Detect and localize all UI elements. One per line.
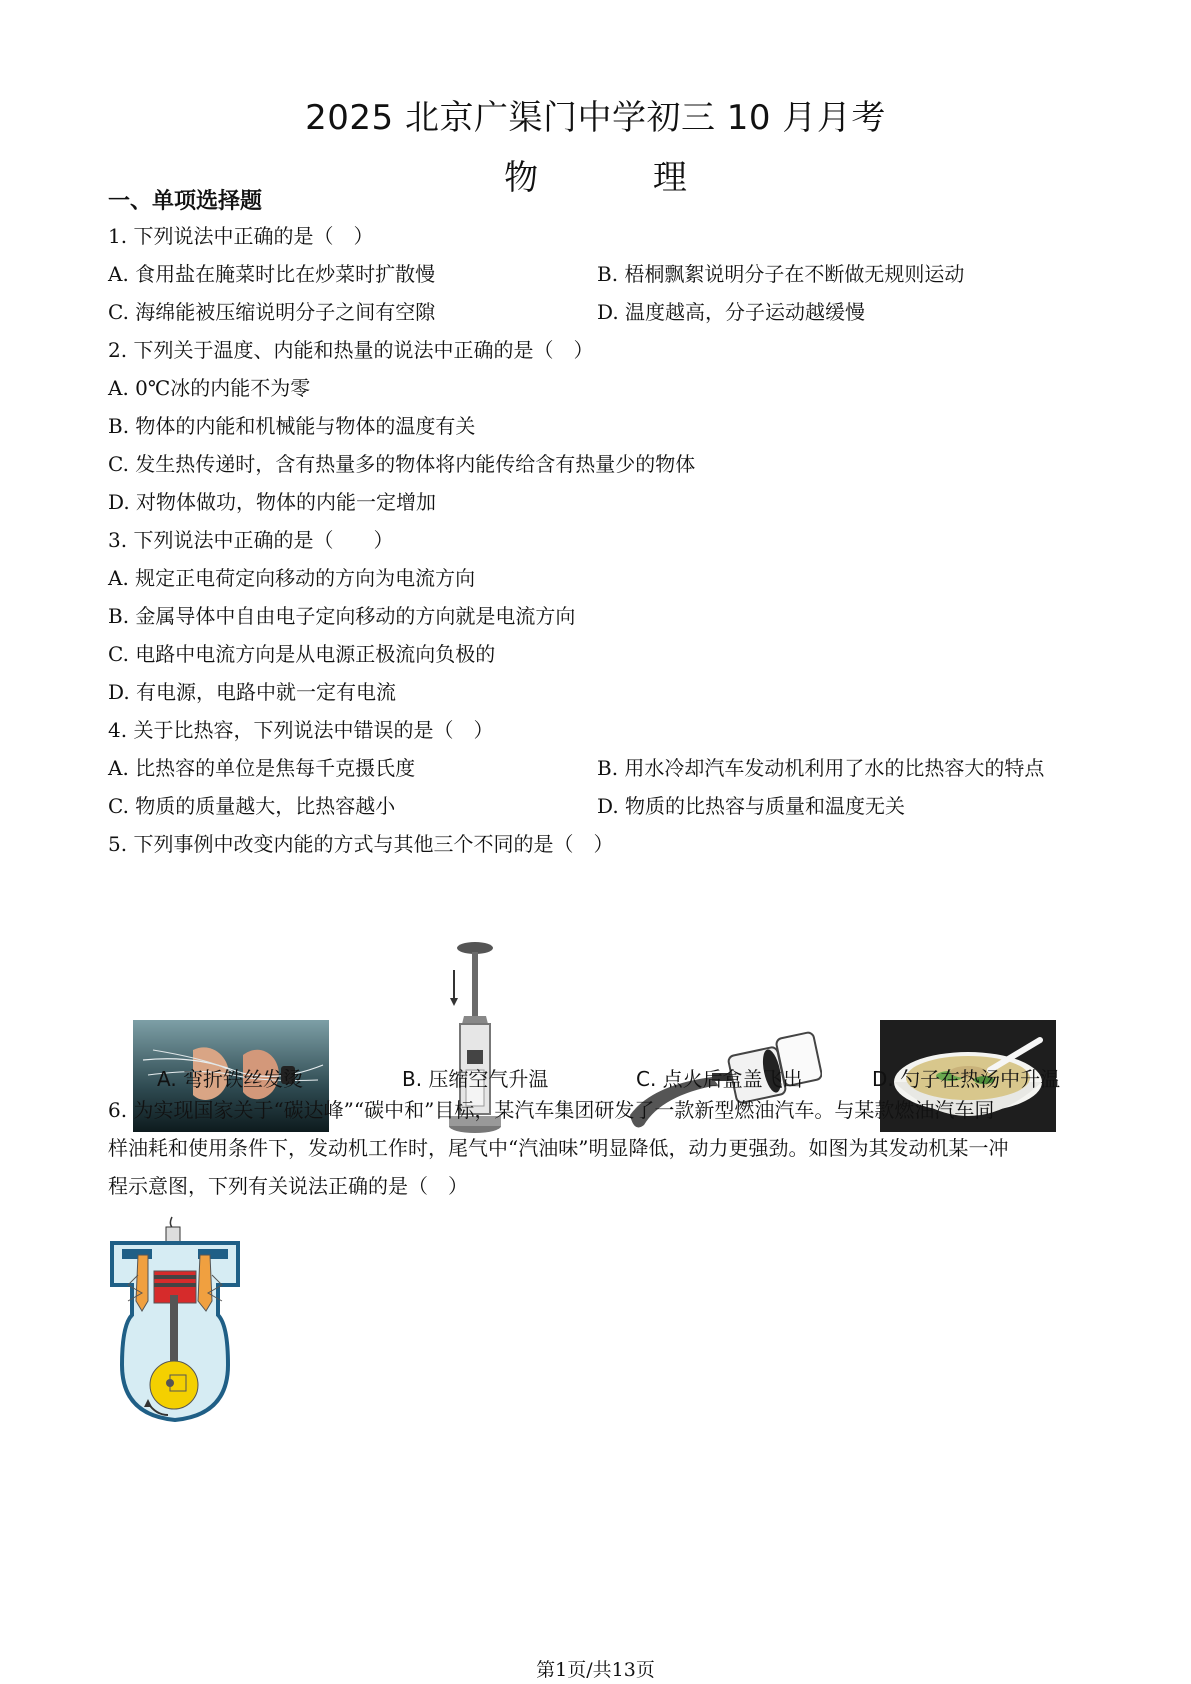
q3-option-c: C. 电路中电流方向是从电源正极流向负极的 (108, 642, 496, 666)
q5-caption-d: D. 勺子在热汤中升温 (872, 1067, 1061, 1091)
q5-stem: 5. 下列事例中改变内能的方式与其他三个不同的是（ ） (108, 832, 614, 856)
q1-option-c: C. 海绵能被压缩说明分子之间有空隙 (108, 300, 436, 324)
q6-stem-line1: 6. 为实现国家关于“碳达峰”“碳中和”目标，某汽车集团研发了一款新型燃油汽车。与某款燃油汽车同 (108, 1098, 995, 1122)
q5-caption-b: B. 压缩空气升温 (402, 1067, 549, 1091)
subject-char-1: 物 (504, 158, 539, 198)
q4-option-b: B. 用水冷却汽车发动机利用了水的比热容大的特点 (597, 756, 1045, 780)
q2-stem: 2. 下列关于温度、内能和热量的说法中正确的是（ ） (108, 338, 594, 362)
exam-title: 2025 北京广渠门中学初三 10 月月考 (305, 98, 886, 138)
q1-stem: 1. 下列说法中正确的是（ ） (108, 224, 374, 248)
q1-option-d: D. 温度越高，分子运动越缓慢 (597, 300, 866, 324)
q2-option-d: D. 对物体做功，物体的内能一定增加 (108, 490, 437, 514)
q5-caption-a: A. 弯折铁丝发烫 (157, 1067, 304, 1091)
q4-option-a: A. 比热容的单位是焦每千克摄氏度 (108, 756, 416, 780)
engine-stroke-diagram (108, 1215, 242, 1430)
q3-stem: 3. 下列说法中正确的是（ ） (108, 528, 394, 552)
q2-option-a: A. 0℃冰的内能不为零 (108, 376, 311, 400)
q3-option-d: D. 有电源，电路中就一定有电流 (108, 680, 397, 704)
q4-stem: 4. 关于比热容，下列说法中错误的是（ ） (108, 718, 494, 742)
q3-option-b: B. 金属导体中自由电子定向移动的方向就是电流方向 (108, 604, 576, 628)
q4-option-d: D. 物质的比热容与质量和温度无关 (597, 794, 906, 818)
q6-stem-line2: 样油耗和使用条件下，发动机工作时，尾气中“汽油味”明显降低，动力更强劲。如图为其发动机某一冲 (108, 1136, 1009, 1160)
subject-char-2: 理 (652, 158, 687, 198)
q1-option-b: B. 梧桐飘絮说明分子在不断做无规则运动 (597, 262, 965, 286)
section-heading: 一、单项选择题 (108, 189, 263, 214)
q5-caption-c: C. 点火后盒盖飞出 (636, 1067, 803, 1091)
page-footer: 第1页/共13页 (536, 1659, 655, 1681)
q3-option-a: A. 规定正电荷定向移动的方向为电流方向 (108, 566, 476, 590)
q6-stem-line3: 程示意图，下列有关说法正确的是（ ） (108, 1174, 468, 1198)
q2-option-b: B. 物体的内能和机械能与物体的温度有关 (108, 414, 476, 438)
q1-option-a: A. 食用盐在腌菜时比在炒菜时扩散慢 (108, 262, 436, 286)
q2-option-c: C. 发生热传递时，含有热量多的物体将内能传给含有热量少的物体 (108, 452, 696, 476)
q4-option-c: C. 物质的质量越大，比热容越小 (108, 794, 396, 818)
